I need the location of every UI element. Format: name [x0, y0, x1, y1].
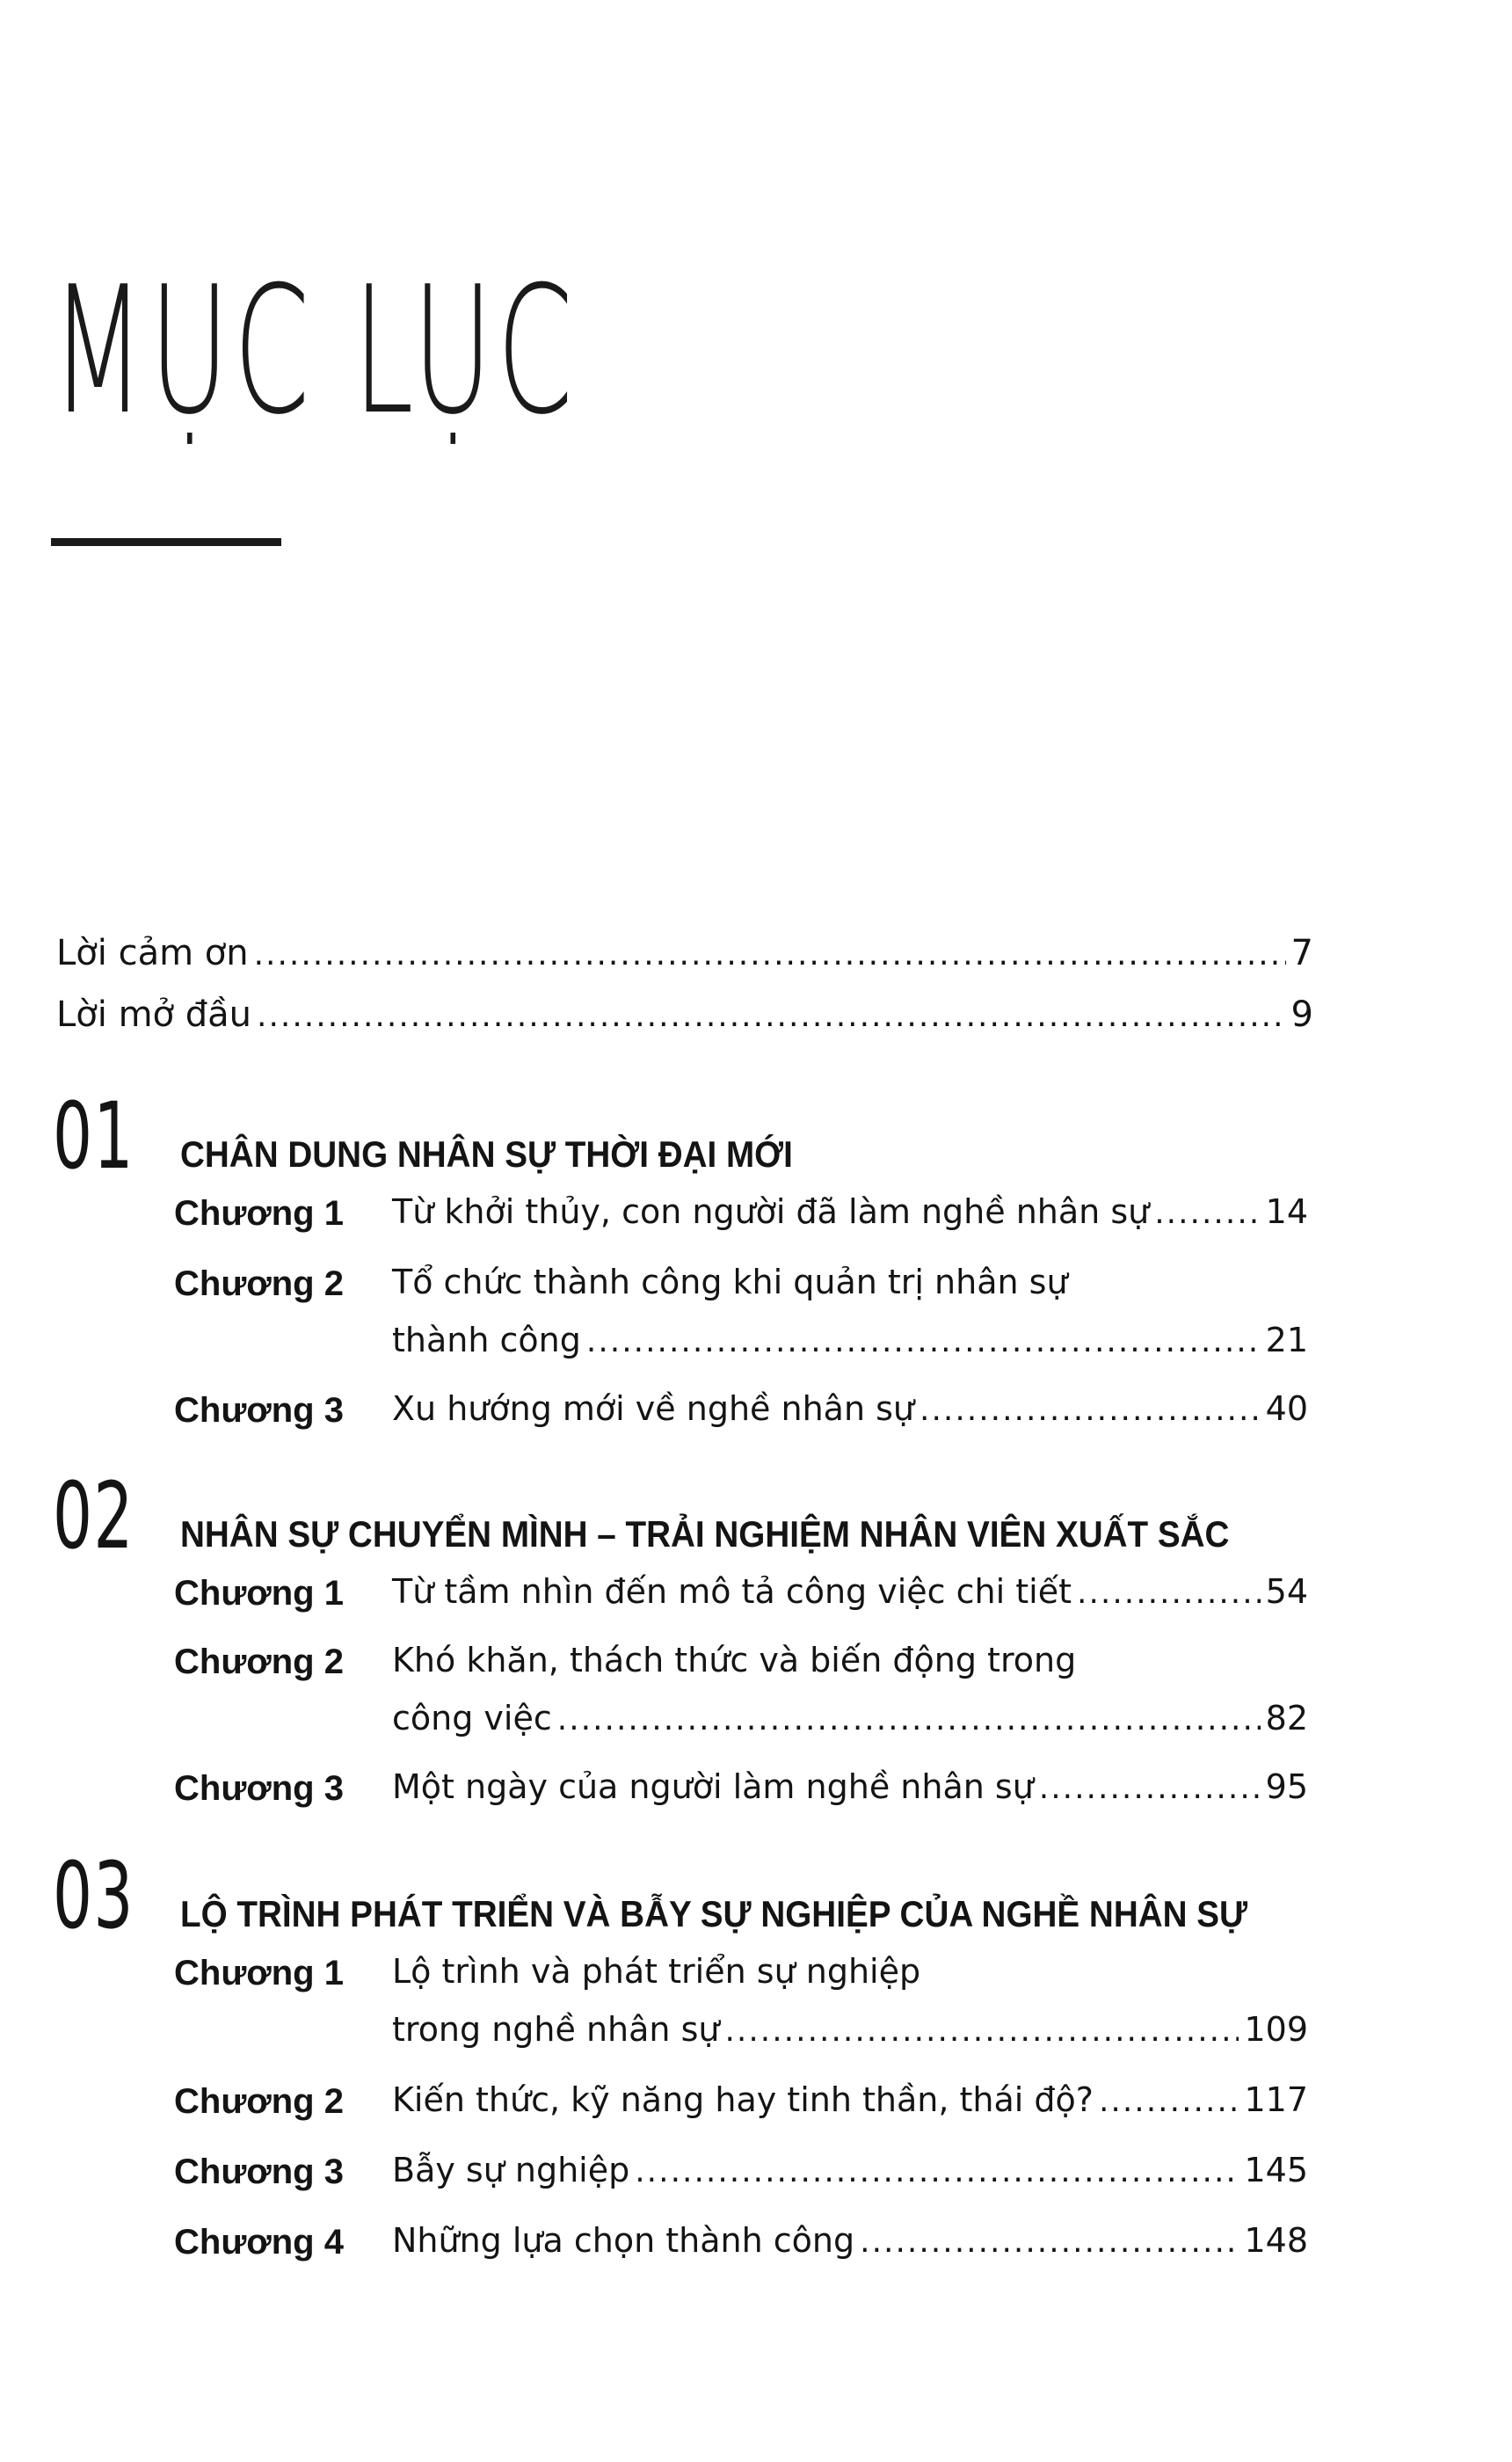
chapter-entry[interactable]: [392, 2080, 1308, 2121]
toc-entry-page: 7: [1290, 933, 1313, 973]
chapter-title: Từ khởi thủy, con người đã làm nghề nhân sự: [392, 1192, 1150, 1231]
dot-leader: [920, 1391, 1261, 1429]
chapter-title: Lộ trình và phát triển sự nghiệp: [392, 1952, 921, 1991]
chapter-page: 40: [1265, 1389, 1308, 1428]
dot-leader: [586, 1322, 1261, 1360]
chapter-label: Chương 1: [174, 1194, 344, 1233]
chapter-page: 54: [1265, 1572, 1308, 1611]
part-title[interactable]: LỘ TRÌNH PHÁT TRIỂN VÀ BẪY SỰ NGHIỆP CỦA NGHỀ NHÂN SỰ: [180, 1893, 1248, 1934]
chapter-title: Bẫy sự nghiệp: [392, 2151, 630, 2189]
chapter-page: 117: [1244, 2080, 1308, 2119]
toc-entry-loi-cam-on[interactable]: [56, 932, 1313, 974]
chapter-entry[interactable]: [392, 1767, 1308, 1808]
chapter-label: Chương 4: [174, 2223, 344, 2262]
chapter-entry[interactable]: [392, 1389, 1308, 1430]
page-title: MỤC LỤC: [51, 249, 578, 454]
part-number: 03: [53, 1842, 134, 1949]
chapter-entry[interactable]: [392, 2151, 1308, 2191]
chapter-title: Tổ chức thành công khi quản trị nhân sự: [392, 1263, 1068, 1301]
chapter-page: 14: [1265, 1192, 1308, 1231]
chapter-title: Những lựa chọn thành công: [392, 2221, 855, 2260]
chapter-title: Kiến thức, kỹ năng hay tinh thần, thái độ?: [392, 2080, 1094, 2119]
chapter-entry-line2[interactable]: [392, 1699, 1308, 1739]
chapter-label: Chương 3: [174, 1769, 344, 1808]
dot-leader: [724, 2012, 1239, 2050]
chapter-page: 145: [1244, 2151, 1308, 2189]
dot-leader: [257, 997, 1286, 1035]
dot-leader: [1077, 1574, 1261, 1612]
chapter-entry[interactable]: [392, 1192, 1308, 1233]
chapter-title-continued: trong nghề nhân sự: [392, 2010, 720, 2049]
part-title[interactable]: CHÂN DUNG NHÂN SỰ THỜI ĐẠI MỚI: [180, 1133, 793, 1175]
chapter-title: Từ tầm nhìn đến mô tả công việc chi tiết: [392, 1572, 1072, 1611]
chapter-entry-line1[interactable]: [392, 1263, 1308, 1303]
chapter-page: 148: [1244, 2221, 1308, 2260]
chapter-entry-line2[interactable]: [392, 1321, 1308, 1361]
chapter-entry[interactable]: [392, 2221, 1308, 2262]
chapter-label: Chương 2: [174, 1643, 344, 1681]
chapter-entry-line2[interactable]: [392, 2010, 1308, 2050]
part-number: 02: [53, 1462, 134, 1570]
toc-entry-loi-mo-dau[interactable]: [56, 994, 1313, 1036]
toc-entry-label: Lời cảm ơn: [56, 933, 249, 973]
chapter-page: 95: [1265, 1767, 1308, 1806]
chapter-title: Xu hướng mới về nghề nhân sự: [392, 1389, 914, 1428]
dot-leader: [1154, 1194, 1260, 1232]
title-underline: [51, 538, 281, 546]
chapter-entry[interactable]: [392, 1572, 1308, 1613]
chapter-label: Chương 2: [174, 1264, 344, 1303]
chapter-page: 21: [1265, 1321, 1308, 1359]
dot-leader: [557, 1701, 1261, 1738]
part-title[interactable]: NHÂN SỰ CHUYỂN MÌNH – TRẢI NGHIỆM NHÂN VIÊN XUẤT SẮC: [180, 1513, 1230, 1555]
toc-entry-page: 9: [1290, 994, 1313, 1035]
dot-leader: [254, 936, 1286, 973]
chapter-title: Khó khăn, thách thức và biến động trong: [392, 1641, 1077, 1679]
chapter-label: Chương 2: [174, 2082, 344, 2121]
part-number: 01: [53, 1082, 134, 1190]
dot-leader: [860, 2223, 1239, 2261]
chapter-title: Một ngày của người làm nghề nhân sự: [392, 1767, 1034, 1806]
dot-leader: [635, 2152, 1239, 2190]
chapter-title-continued: thành công: [392, 1321, 581, 1359]
chapter-title-continued: công việc: [392, 1699, 552, 1737]
dot-leader: [1039, 1769, 1261, 1807]
chapter-label: Chương 1: [174, 1954, 344, 1992]
toc-entry-label: Lời mở đầu: [56, 994, 251, 1035]
chapter-page: 82: [1265, 1699, 1308, 1737]
dot-leader: [1099, 2082, 1239, 2120]
chapter-entry-line1[interactable]: [392, 1952, 1308, 1992]
chapter-page: 109: [1244, 2010, 1308, 2049]
chapter-entry-line1[interactable]: [392, 1641, 1308, 1681]
chapter-label: Chương 1: [174, 1574, 344, 1613]
chapter-label: Chương 3: [174, 1391, 344, 1430]
chapter-label: Chương 3: [174, 2152, 344, 2191]
